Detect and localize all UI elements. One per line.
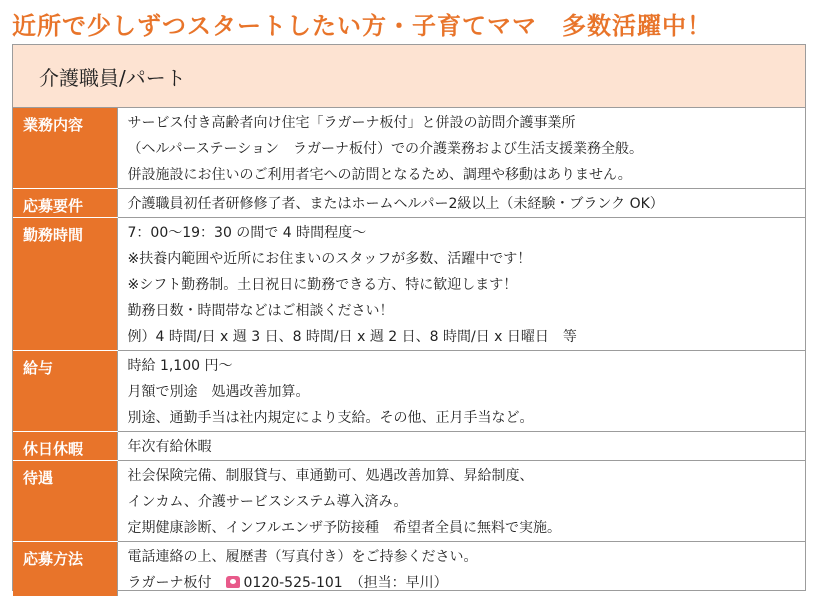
row-value xyxy=(117,542,805,597)
phone-icon xyxy=(226,576,240,588)
contact-line xyxy=(128,570,806,596)
row-label: 待遇 xyxy=(13,461,117,542)
row-value xyxy=(117,108,805,189)
row-how-to-apply xyxy=(13,542,805,597)
text-line: 社会保険完備、制服貸与、車通勤可、処遇改善加算、昇給制度、 xyxy=(127,468,534,484)
text-line: インカム、介護サービスシステム導入済み。 xyxy=(127,494,408,510)
job-title: 介護職員/パート xyxy=(13,45,805,108)
text-line: 介護職員初任者研修修了者、またはホームヘルパー2級以上（未経験・ブランク OK） xyxy=(127,196,664,212)
text-line: 時給 1,100 円～ xyxy=(127,358,233,374)
row-value xyxy=(117,351,805,432)
text-line: サービス付き高齢者向け住宅「ラガーナ板付」と併設の訪問介護事業所 xyxy=(127,115,576,131)
text-line: 年次有給休暇 xyxy=(127,439,212,455)
headline: 近所で少しずつスタートしたい方・子育てママ 多数活躍中！ xyxy=(12,12,712,40)
job-details-table xyxy=(13,108,805,596)
text-line: 別途、通勤手当は社内規定により支給。その他、正月手当など。 xyxy=(127,410,534,426)
text-line: 月額で別途 処遇改善加算。 xyxy=(127,384,310,400)
row-label: 給与 xyxy=(13,351,117,432)
row-benefits xyxy=(13,461,805,542)
row-holidays xyxy=(13,432,805,461)
row-label: 休日休暇 xyxy=(13,432,117,461)
row-value xyxy=(117,461,805,542)
text-line: （ヘルパーステーション ラガーナ板付）での介護業務および生活支援業務全般。 xyxy=(127,141,643,157)
row-hours xyxy=(13,218,805,351)
text-line: 勤務日数・時間帯などはご相談ください！ xyxy=(127,303,394,319)
row-value xyxy=(117,218,805,351)
spacer xyxy=(343,575,357,591)
job-card xyxy=(12,44,806,591)
text-line: 例）4 時間/日 x 週 3 日、8 時間/日 x 週 2 日、8 時間/日 x 日曜日 等 xyxy=(127,329,577,345)
contact-person: （担当：早川） xyxy=(356,575,448,591)
row-value xyxy=(117,189,805,218)
text-line: ※扶養内範囲や近所にお住まいのスタッフが多数、活躍中です！ xyxy=(127,251,532,267)
row-requirements xyxy=(13,189,805,218)
phone-number[interactable]: 0120-525-101 xyxy=(243,575,343,591)
row-label: 業務内容 xyxy=(13,108,117,189)
text-line: 7：00～19：30 の間で 4 時間程度～ xyxy=(127,225,367,241)
row-salary xyxy=(13,351,805,432)
text-line: 定期健康診断、インフルエンザ予防接種 希望者全員に無料で実施。 xyxy=(127,520,561,536)
row-value xyxy=(117,432,805,461)
text-line: 電話連絡の上、履歴書（写真付き）をご持参ください。 xyxy=(127,549,478,565)
row-label: 応募方法 xyxy=(13,542,117,597)
row-label: 勤務時間 xyxy=(13,218,117,351)
text-line: ※シフト勤務制。土日祝日に勤務できる方、特に歓迎します！ xyxy=(127,277,518,293)
text-line: 併設施設にお住いのご利用者宅への訪問となるため、調理や移動はありません。 xyxy=(127,167,632,183)
row-duties xyxy=(13,108,805,189)
contact-name: ラガーナ板付 xyxy=(127,575,212,591)
row-label: 応募要件 xyxy=(13,189,117,218)
